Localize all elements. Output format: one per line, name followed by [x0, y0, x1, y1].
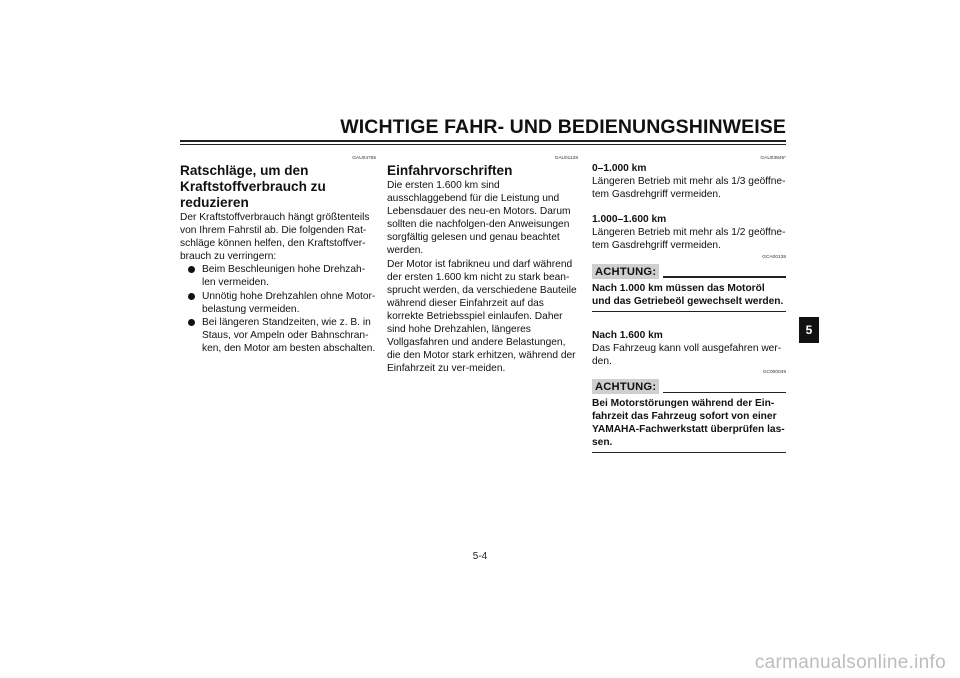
paragraph: Die ersten 1.600 km sind ausschlaggebend für die Leistung und Lebensdauer des neu-en Motors. Darum sollten die nachfolgen-den Anweisungen sorgfältig gelesen und genau beachtet werden.	[387, 180, 571, 257]
tips-list	[180, 263, 376, 355]
range-text: Das Fahrzeug kann voll ausgefahren wer-den.	[592, 342, 782, 367]
list-item	[188, 263, 376, 289]
page-title: WICHTIGE FAHR- UND BEDIENUNGSHINWEISE	[340, 116, 786, 138]
section-code: GAU03845*	[760, 156, 786, 161]
list-item-text: Bei längeren Standzeiten, wie z. B. in Staus, vor Ampeln oder Bahnschran-ken, den Motor am besten abschalten.	[202, 316, 376, 354]
list-item	[188, 290, 376, 316]
caution-label: ACHTUNG:	[592, 264, 659, 279]
range-text: Längeren Betrieb mit mehr als 1/3 geöffne-tem Gasdrehgriff vermeiden.	[592, 176, 786, 201]
section-code: GAU01128	[554, 156, 578, 161]
title-rule	[180, 140, 786, 142]
range-title: 1.000–1.600 km	[592, 214, 667, 226]
section-heading: Ratschläge, um den Kraftstoffverbrauch zu reduzieren	[180, 163, 326, 210]
list-item-text: Beim Beschleunigen hohe Drehzah-len vermeiden.	[202, 264, 366, 289]
caution-code: GC000049	[762, 370, 786, 376]
range-title: Nach 1.600 km	[592, 329, 663, 341]
caution-text: Bei Motorstörungen während der Ein-fahrzeit das Fahrzeug sofort von einer YAMAHA-Fachwerkstatt überprüfen las-sen.	[592, 397, 786, 453]
caution-rule	[663, 392, 786, 394]
page-number: 5-4	[472, 551, 488, 562]
caution-label: ACHTUNG:	[592, 379, 659, 394]
section-heading: Einfahrvorschriften	[387, 163, 513, 178]
caution-text: Nach 1.000 km müssen das Motoröl und das Getriebeöl gewechselt werden.	[592, 282, 786, 312]
caution-box	[592, 379, 786, 453]
chapter-tab: 5	[799, 317, 819, 343]
intro-text: Der Kraftstoffverbrauch hängt größtenteils von Ihrem Fahrstil ab. Die folgenden Rat-schläge können helfen, den Kraftstoffver-brauch zu verringern:	[180, 212, 370, 263]
list-item	[188, 316, 376, 355]
list-item-text: Unnötig hohe Drehzahlen ohne Motor-belastung vermeiden.	[202, 290, 376, 315]
column-fuel-tips	[180, 156, 376, 355]
caution-box	[592, 264, 786, 312]
bullet-icon	[188, 319, 195, 326]
column-break-in-stages	[592, 156, 786, 453]
watermark: carmanualsonline.info	[754, 652, 946, 673]
range-text: Längeren Betrieb mit mehr als 1/2 geöffne-tem Gasdrehgriff vermeiden.	[592, 227, 786, 252]
bullet-icon	[188, 293, 195, 300]
range-title: 0–1.000 km	[592, 163, 647, 174]
bullet-icon	[188, 266, 195, 273]
caution-code: GCA00138	[762, 254, 786, 260]
section-code: GAU04755	[352, 156, 376, 161]
title-rule-thin	[180, 144, 786, 145]
caution-rule	[663, 276, 786, 278]
paragraph: Der Motor ist fabrikneu und darf während der ersten 1.600 km nicht zu stark bean-sprucht werden, da verschiedene Bauteile während dieser Einfahrzeit auf das korrekte Betriebsspiel einlaufen. Daher sind hohe Drehzahlen, längeres Vollgasfahren und andere Belastungen, die den Motor stark erhitzen, während der Einfahrzeit zu ver-meiden.	[387, 258, 577, 375]
column-break-in	[387, 156, 578, 375]
